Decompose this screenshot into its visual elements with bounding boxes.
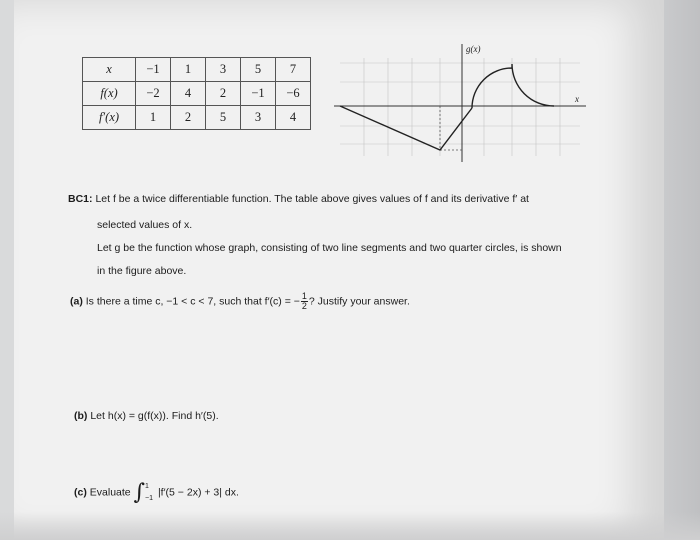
table-cell: −2 [136, 82, 171, 106]
row-label: f′(x) [83, 106, 136, 130]
table-cell: 3 [206, 58, 241, 82]
fraction-numerator: 1 [301, 291, 307, 301]
part-a [70, 292, 410, 311]
table-cell: 4 [171, 82, 206, 106]
table-cell: 1 [171, 58, 206, 82]
fraction [301, 292, 308, 311]
table-cell: −1 [241, 82, 276, 106]
page-edge-shadow [664, 0, 700, 540]
row-label: f(x) [83, 82, 136, 106]
part-c-label: (c) [74, 486, 87, 499]
part-c-text: Evaluate [89, 486, 131, 499]
part-c [74, 480, 239, 505]
table-cell: −6 [276, 82, 311, 106]
table-cell: 3 [241, 106, 276, 130]
integrand: |f′(5 − 2x) + 3| dx. [157, 486, 239, 499]
table-cell: 5 [241, 58, 276, 82]
part-b [74, 410, 219, 422]
table-row-fx [83, 82, 311, 106]
page-bottom-shadow [0, 512, 700, 540]
table-cell: 7 [276, 58, 311, 82]
problem-intro-line3: Let g be the function whose graph, consisting of two line segments and two quarter circles, is shown [97, 242, 562, 254]
table-row-fprime [83, 106, 311, 130]
problem-intro-line2: selected values of x. [97, 219, 193, 231]
table-row-x [83, 58, 311, 82]
part-a-text: Is there a time c, −1 < c < 7, such that f′(c) = − [85, 295, 300, 308]
line-segments [340, 106, 472, 150]
intro-text: Let f be a twice differentiable function. The table above gives values of f and its derivative f′ at [95, 193, 529, 205]
part-b-text: Let h(x) = g(f(x)). Find h′(5). [90, 410, 219, 422]
y-axis-label: g(x) [466, 44, 481, 54]
table-cell: 4 [276, 106, 311, 130]
table-cell: 1 [136, 106, 171, 130]
integral-lower-limit: −1 [145, 494, 154, 502]
values-table [82, 57, 311, 130]
part-b-label: (b) [74, 410, 88, 422]
table-cell: 5 [206, 106, 241, 130]
fraction-denominator: 2 [301, 301, 307, 311]
integral-limits [145, 481, 153, 505]
integral-sign: ∫ [133, 480, 146, 505]
part-a-tail: ? Justify your answer. [308, 295, 410, 308]
problem-heading: BC1: [68, 193, 93, 205]
table-cell: 2 [171, 106, 206, 130]
problem-intro-line4: in the figure above. [97, 265, 187, 277]
table-cell: 2 [206, 82, 241, 106]
grid-lines [340, 58, 580, 156]
x-axis-label: x [575, 94, 579, 104]
g-graph [330, 38, 592, 168]
integral-upper-limit: 1 [145, 482, 149, 490]
problem-intro-line1 [68, 193, 529, 205]
table-cell: −1 [136, 58, 171, 82]
part-a-label: (a) [70, 295, 83, 308]
row-label: x [83, 58, 136, 82]
